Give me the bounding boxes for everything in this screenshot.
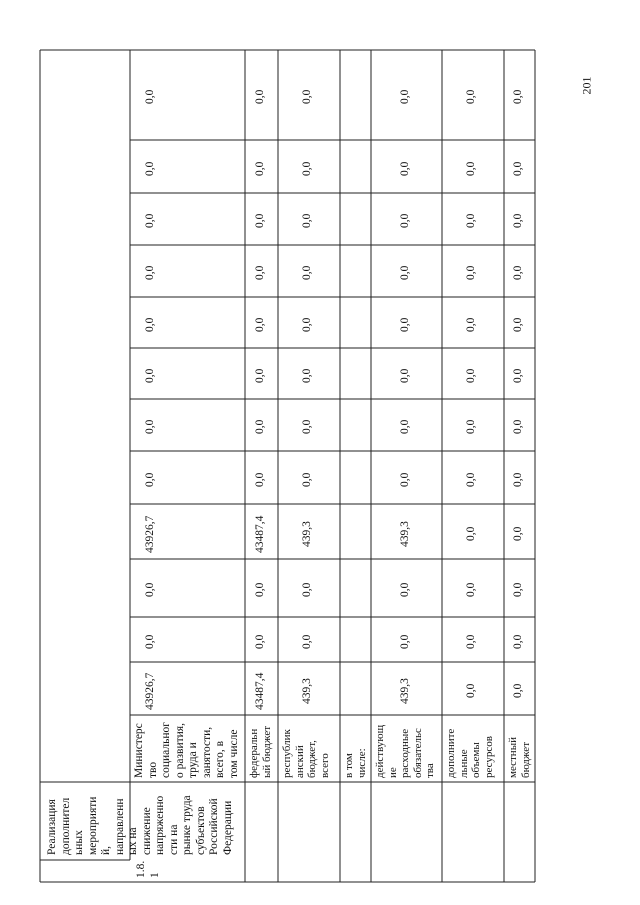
cell-value: 0,0 xyxy=(254,317,266,332)
cell-value: 0,0 xyxy=(512,368,524,383)
activity-name: Реализация дополнител ьных мероприяти й, направленн ых на снижение напряженно сти на рынке труда субъектов Российской Федерации xyxy=(46,795,234,855)
cell-value: 0,0 xyxy=(301,213,313,229)
cell-value: 0,0 xyxy=(301,582,313,598)
cell-value: 0,0 xyxy=(144,317,156,332)
cell-value: 0,0 xyxy=(254,89,266,105)
cell-value: 0,0 xyxy=(399,368,411,383)
cell-value: 0,0 xyxy=(399,472,411,487)
cell-value: 0,0 xyxy=(512,317,524,332)
cell-value: 0,0 xyxy=(399,89,411,105)
cell-value: 439,3 xyxy=(301,521,313,547)
cell-value: 0,0 xyxy=(399,317,411,332)
funding-source-label: дополните льные объемы ресурсов xyxy=(445,728,495,778)
cell-value: 0,0 xyxy=(144,161,156,176)
cell-value: 0,0 xyxy=(254,368,266,383)
cell-value: 0,0 xyxy=(512,582,524,598)
cell-value: 0,0 xyxy=(399,161,411,176)
cell-value: 0,0 xyxy=(512,89,524,105)
cell-value: 0,0 xyxy=(144,89,156,105)
funding-source-label: местный бюджет xyxy=(507,737,532,778)
cell-value: 0,0 xyxy=(399,265,411,281)
cell-value: 43926,7 xyxy=(144,515,156,554)
funding-source-label: в том числе: xyxy=(343,748,368,778)
cell-value: 43926,7 xyxy=(144,672,156,711)
cell-value: 0,0 xyxy=(301,634,313,649)
cell-value: 0,0 xyxy=(512,683,524,698)
cell-value: 0,0 xyxy=(254,472,266,487)
cell-value: 0,0 xyxy=(399,582,411,598)
cell-value: 0,0 xyxy=(301,472,313,487)
row-number: 1.8. 1 xyxy=(135,860,161,878)
cell-value: 0,0 xyxy=(465,526,477,541)
cell-value: 0,0 xyxy=(254,213,266,229)
cell-value: 0,0 xyxy=(144,634,156,649)
cell-value: 0,0 xyxy=(301,368,313,383)
funding-source-label: республик анский бюджет, всего xyxy=(281,729,331,778)
cell-value: 439,3 xyxy=(301,678,313,704)
cell-value: 0,0 xyxy=(301,161,313,176)
cell-value: 0,0 xyxy=(144,472,156,487)
cell-value: 0,0 xyxy=(144,265,156,281)
cell-value: 0,0 xyxy=(254,161,266,176)
cell-value: 0,0 xyxy=(512,634,524,649)
cell-value: 0,0 xyxy=(465,472,477,487)
cell-value: 0,0 xyxy=(399,213,411,229)
cell-value: 0,0 xyxy=(254,265,266,281)
cell-value: 0,0 xyxy=(512,161,524,176)
cell-value: 0,0 xyxy=(399,634,411,649)
funding-source-label: действующ ие расходные обязательс тва xyxy=(374,724,436,778)
cell-value: 0,0 xyxy=(301,317,313,332)
cell-value: 0,0 xyxy=(254,419,266,435)
cell-value: 0,0 xyxy=(465,582,477,598)
cell-value: 43487,4 xyxy=(254,672,266,711)
cell-value: 0,0 xyxy=(512,265,524,281)
cell-value: 0,0 xyxy=(465,368,477,383)
cell-value: 0,0 xyxy=(301,89,313,105)
cell-value: 0,0 xyxy=(254,634,266,649)
page-number: 201 xyxy=(579,76,594,95)
cell-value: 0,0 xyxy=(465,317,477,332)
cell-value: 439,3 xyxy=(399,521,411,547)
cell-value: 0,0 xyxy=(512,472,524,487)
cell-value: 0,0 xyxy=(465,634,477,649)
cell-value: 0,0 xyxy=(512,526,524,541)
cell-value: 0,0 xyxy=(465,89,477,105)
funding-source-label: федеральн ый бюджет xyxy=(248,725,273,778)
cell-value: 0,0 xyxy=(144,368,156,383)
cell-value: 0,0 xyxy=(512,213,524,229)
cell-value: 0,0 xyxy=(465,161,477,176)
cell-value: 0,0 xyxy=(144,419,156,435)
cell-value: 0,0 xyxy=(399,419,411,435)
cell-value: 0,0 xyxy=(465,419,477,435)
cell-value: 0,0 xyxy=(301,419,313,435)
cell-value: 0,0 xyxy=(301,265,313,281)
cell-value: 0,0 xyxy=(144,213,156,229)
cell-value: 0,0 xyxy=(465,683,477,698)
cell-value: 0,0 xyxy=(144,582,156,598)
cell-value: 43487,4 xyxy=(254,515,266,554)
cell-value: 0,0 xyxy=(465,265,477,281)
cell-value: 0,0 xyxy=(465,213,477,229)
cell-value: 439,3 xyxy=(399,678,411,704)
executor-name: Министерс тво социальног о развития, труда и занятости, всего, в том числе xyxy=(133,722,240,778)
cell-value: 0,0 xyxy=(254,582,266,598)
cell-value: 0,0 xyxy=(512,419,524,435)
